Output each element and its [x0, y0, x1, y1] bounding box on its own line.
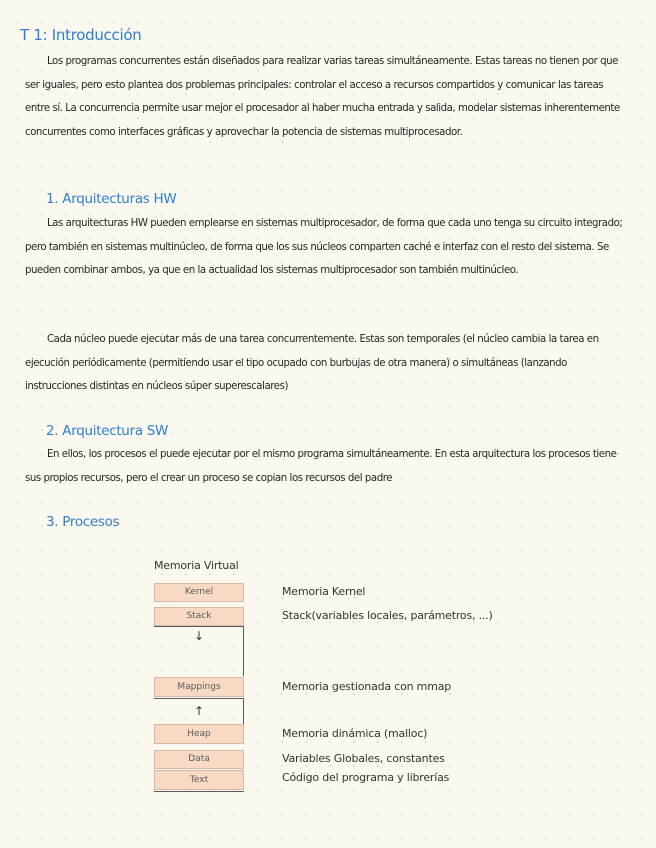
intro-paragraph: Los programas concurrentes están diseñados para realizar varias tareas simultáneamente. Estas tareas no tienen por que ser iguales, pero esto plantea dos problemas principales: controlar el acceso a recursos compartidos y comunicar las tareas entre sí. La concurrencia permite usar mejor el procesador al haber mucha entrada y salida, modelar sistemas inherentemente concurrentes como interfaces gráficas y aprovechar la potencia de sistemas multiprocesador. — [25, 56, 620, 138]
stack-description: Stack(variables locales, parámetros, ...) — [282, 609, 493, 622]
sw-paragraph: En ellos, los procesos el puede ejecutar por el mismo programa simultáneamente. En esta arquitectura los procesos tiene sus propios recursos, pero el crear un proceso se copian los recursos del padre — [25, 449, 617, 484]
page-title: T 1: Introducción — [20, 26, 142, 44]
segment-mappings: Mappings — [154, 677, 244, 697]
section-title-procesos: 3. Procesos — [46, 514, 120, 530]
segment-kernel: Kernel — [154, 583, 244, 602]
hw-paragraph-1: Las arquitecturas HW pueden emplearse en sistemas multiprocesador, de forma que cada uno tenga su circuito integrado; pero también en sistemas multinúcleo, de forma que los sus núcleos comparten caché e interfaz con el resto del sistema. Se pueden combinar ambos, ya que en la actualidad los sistemas multiprocesador son también multinúcleo. — [25, 218, 623, 276]
memory-diagram-title: Memoria Virtual — [154, 559, 239, 572]
text-bottom-line — [154, 791, 244, 792]
section-title-hw: 1. Arquitecturas HW — [46, 191, 177, 207]
stack-growth-arrow-icon: ↓ — [194, 629, 205, 643]
text-description: Código del programa y librerías — [282, 771, 450, 784]
segment-heap: Heap — [154, 724, 244, 744]
segment-data: Data — [154, 750, 244, 769]
mappings-description: Memoria gestionada con mmap — [282, 680, 452, 693]
kernel-description: Memoria Kernel — [282, 585, 366, 598]
segment-text: Text — [154, 770, 244, 790]
heap-growth-arrow-icon: ↑ — [194, 704, 205, 718]
heap-description: Memoria dinámica (malloc) — [282, 727, 428, 740]
stack-rail-line — [243, 626, 244, 676]
stack-bottom-line — [154, 626, 244, 627]
section-title-sw: 2. Arquitectura SW — [46, 423, 169, 439]
segment-stack: Stack — [154, 607, 244, 626]
mappings-bottom-line — [154, 698, 244, 699]
heap-rail-line — [243, 698, 244, 724]
data-description: Variables Globales, constantes — [282, 752, 445, 765]
hw-paragraph-2: Cada núcleo puede ejecutar más de una tarea concurrentemente. Estas son temporales (el núcleo cambia la tarea en ejecución periódicamente (permitiendo usar el tipo ocupado con burbujas de otra manera) o simultáneas (lanzando instrucciones distintas en núcleos súper superescalares) — [25, 334, 599, 392]
